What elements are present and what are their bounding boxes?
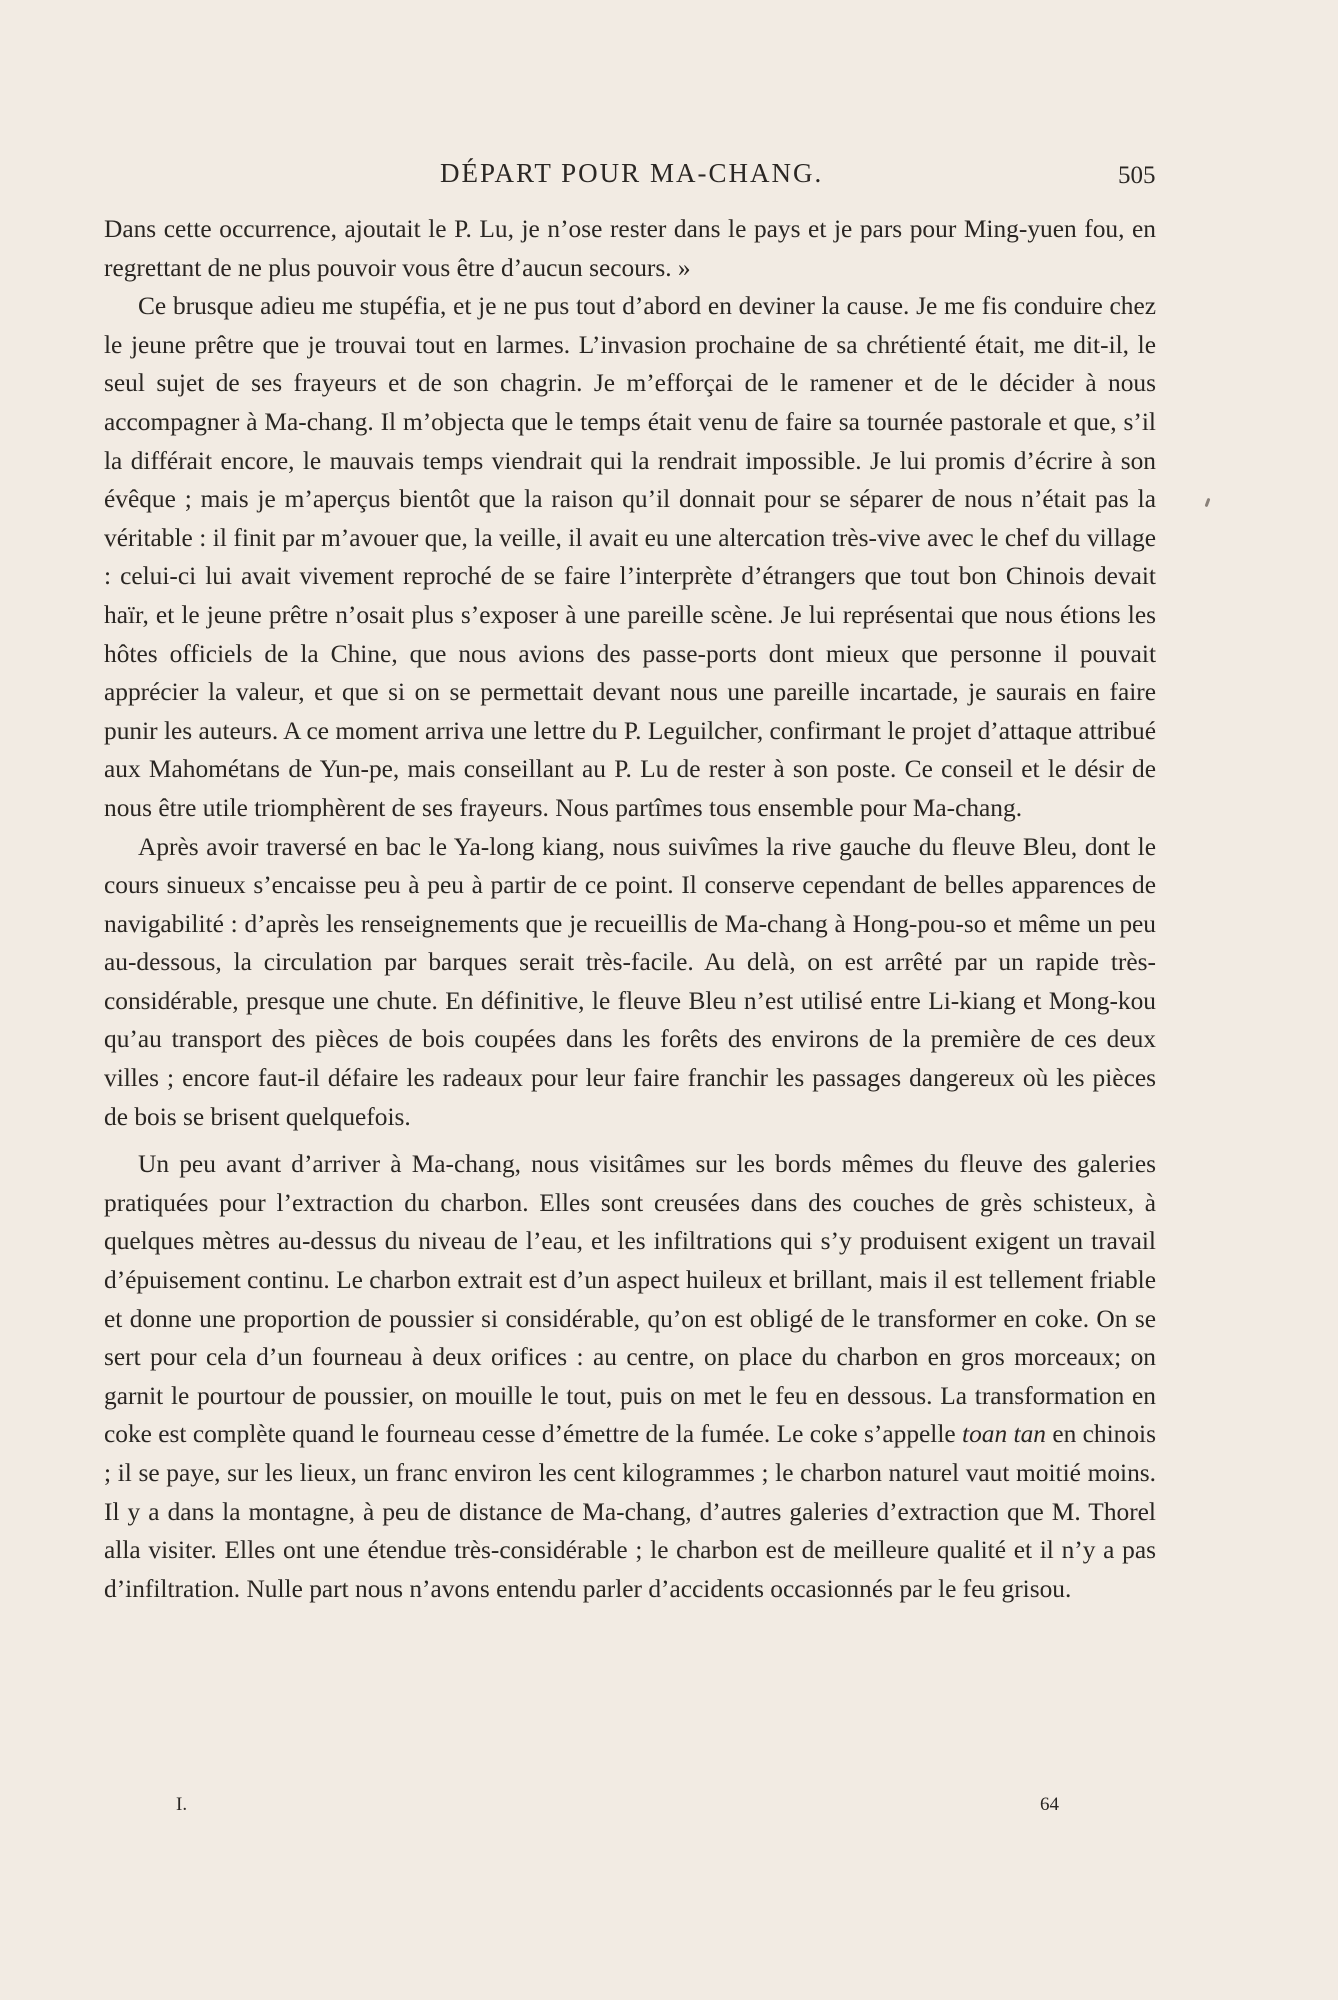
coal-text-start: Un peu avant d’arriver à Ma-chang, nous visitâmes sur les bords mêmes du fleuve des galeries pratiquées pour l’extraction du charbon. Elles sont creusées dans des couches de grès schisteux, à quelques mètres au-dessus du niveau de l’eau, et les infiltrations qui s’y produisent exigent un travail d’épuisement continu. Le charbon extrait est d’un aspect huileux et brillant, mais il est tellement friable et donne une proportion de poussier si considérable, qu’on est obligé de le transformer en coke. On se sert pour cela d’un fourneau à deux orifices : au centre, on place du charbon en gros morceaux; on garnit le pourtour de poussier, on mouille le tout, puis on met le feu en dessous. La transformation en coke est complète quand le fourneau cesse d’émettre de la fumée. Le coke s’appelle	[104, 1150, 1156, 1449]
coal-text-end: en chinois ; il se paye, sur les lieux, un franc environ les cent kilogrammes ; le charbon naturel vaut moitié moins. Il y a dans la montagne, à peu de distance de Ma-chang, d’autres galeries d’extraction que M. Thorel alla visiter. Elles ont une étendue très-considérable ; le charbon est de meilleure qualité et il n’y a pas d’infiltration. Nulle part nous n’avons entendu parler d’accidents occasionnés par le feu grisou.	[104, 1420, 1156, 1603]
paragraph-adieu: Ce brusque adieu me stupéfia, et je ne pus tout d’abord en deviner la cause. Je me fis conduire chez le jeune prêtre que je trouvai tout en larmes. L’invasion prochaine de sa chrétienté était, me dit-il, le seul sujet de ses frayeurs et de son chagrin. Je m’efforçai de le ramener et de le décider à nous accompagner à Ma-chang. Il m’objecta que le temps était venu de faire sa tournée pastorale et que, s’il la différait encore, le mauvais temps viendrait qui la rendrait impossible. Je lui promis d’écrire à son évêque ; mais je m’aperçus bientôt que la raison qu’il donnait pour se séparer de nous n’était pas la véritable : il finit par m’avouer que, la veille, il avait eu une altercation très-vive avec le chef du village : celui-ci lui avait vivement reproché de se faire l’interprète d’étrangers que tout bon Chinois devait haïr, et le jeune prêtre n’osait plus s’exposer à une pareille scène. Je lui représentai que nous étions les hôtes officiels de la Chine, que nous avions des passe-ports dont mieux que personne il pouvait apprécier la valeur, et que si on se permettait devant nous une pareille incartade, je saurais en faire punir les auteurs. A ce moment arriva une lettre du P. Leguilcher, confirmant le projet d’attaque attribué aux Mahométans de Yun-pe, mais conseillant au P. Lu de rester à son poste. Ce conseil et le désir de nous être utile triomphèrent de ses frayeurs. Nous partîmes tous ensemble pour Ma-chang.	[104, 292, 1156, 822]
running-head	[0, 158, 1338, 194]
paragraph-continuation: Dans cette occurrence, ajoutait le P. Lu, je n’ose rester dans le pays et je pars pour Ming-yuen fou, en regrettant de ne plus pouvoir vous être d’aucun secours. »	[104, 215, 1156, 282]
signature-mark: 64	[1040, 1794, 1059, 1815]
paragraph-yalong-river: Après avoir traversé en bac le Ya-long kiang, nous suivîmes la rive gauche du fleuve Bleu, dont le cours sinueux s’encaisse peu à peu à partir de ce point. Il conserve cependant de belles apparences de navigabilité : d’après les renseignements que je recueillis de Ma-chang à Hong-pou-so et même un peu au-dessous, la circulation par barques serait très-facile. Au delà, on est arrêté par un rapide très-considérable, presque une chute. En définitive, le fleuve Bleu n’est utilisé entre Li-kiang et Mong-kou qu’au transport des pièces de bois coupées dans les forêts des environs de la première de ces deux villes ; encore faut-il défaire les radeaux pour leur faire franchir les passages dangereux où les pièces de bois se brisent quelquefois.	[104, 832, 1156, 1131]
paragraph-coal-galleries	[104, 1145, 1156, 1608]
page-footer	[0, 1794, 1338, 1824]
volume-mark: I.	[176, 1794, 188, 1815]
page-number: 505	[1118, 162, 1156, 189]
italic-term: toan tan	[962, 1420, 1046, 1449]
margin-speck	[1205, 498, 1211, 507]
chapter-heading: DÉPART POUR MA-CHANG.	[440, 158, 824, 188]
body-text	[104, 210, 1156, 1608]
